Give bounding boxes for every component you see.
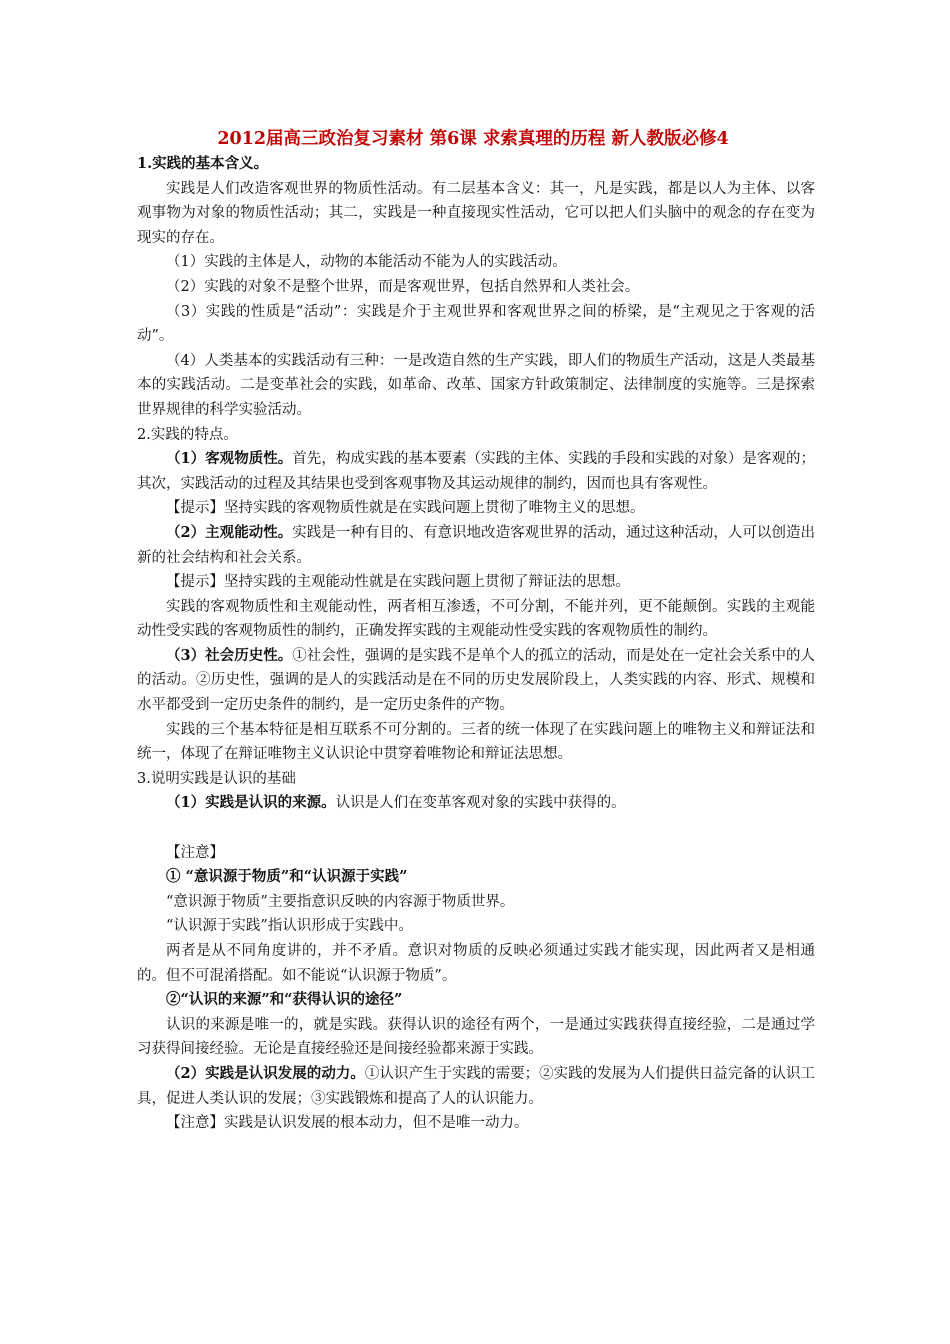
feature-lead: （3）社会历史性。	[166, 646, 293, 664]
note	[137, 1111, 815, 1136]
note-2-title: ②“认识的来源”和“获得认识的途径”	[166, 991, 403, 1009]
feature-text: 首先，构成实践的基本要素（实践的主体、实践的手段和实践的对象）是客观的；其次，实践活动的过程及其结果也受到客观事物及其运动规律的制约，因而也具有客观性。	[137, 451, 815, 492]
section-2-heading: 2.实践的特点。	[137, 426, 238, 443]
paragraph: 认识的来源是唯一的，就是实践。获得认识的途径有两个，一是通过实践获得直接经验，二是通过学习获得间接经验。无论是直接经验还是间接经验都来源于实践。	[137, 1016, 815, 1058]
tip-text: 坚持实践的客观物质性就是在实践问题上贯彻了唯物主义的思想。	[224, 500, 645, 517]
note-1-title: ① “意识源于物质”和“认识源于实践”	[166, 868, 408, 886]
paragraph: 两者是从不同角度讲的，并不矛盾。意识对物质的反映必须通过实践才能实现，因此两者又是相通的。但不可混淆搭配。如不能说“认识源于物质”。	[137, 943, 815, 984]
feature-subjective	[137, 521, 815, 570]
note-tag: 【注意】	[166, 844, 224, 861]
feature-objective	[137, 447, 815, 496]
feature-text: ①社会性，强调的是实践不是单个人的孤立的活动，而是处在一定社会关系中的人的活动。②历史性，强调的是人的实践活动是在不同的历史发展阶段上，人类实践的内容、形式、规模和水平都受到一定历史条件的制约，是一定历史条件的产物。	[137, 647, 815, 714]
paragraph: 实践的三个基本特征是相互联系不可分割的。三者的统一体现了在实践问题上的唯物主义和辩证法和统一，体现了在辩证唯物主义认识论中贯穿着唯物论和辩证法思想。	[137, 721, 815, 763]
tip-tag: 【提示】	[166, 574, 224, 591]
list-item: （3）实践的性质是“活动”：实践是介于主观世界和客观世界之间的桥梁，是“主观见之于客观的活动”。	[137, 303, 815, 345]
tip-tag: 【提示】	[166, 500, 224, 517]
basis-lead: （1）实践是认识的来源。	[166, 794, 336, 812]
note-tag: 【注意】	[166, 1115, 224, 1132]
basis-source	[137, 791, 815, 816]
tip	[137, 570, 815, 595]
list-item: （2）实践的对象不是整个世界，而是客观世界，包括自然界和人类社会。	[166, 278, 640, 295]
tip	[137, 496, 815, 521]
list-item: （1）实践的主体是人，动物的本能活动不能为人的实践活动。	[166, 254, 567, 271]
section-3-heading: 3.说明实践是认识的基础	[137, 770, 296, 787]
paragraph: 实践的客观物质性和主观能动性，两者相互渗透，不可分割，不能并列，更不能颠倒。实践的主观能动性受实践的客观物质性的制约，正确发挥实践的主观能动性受实践的客观物质性的制约。	[137, 598, 815, 640]
document-title: 2012届高三政治复习素材 第6课 求索真理的历程 新人教版必修4	[217, 129, 729, 149]
section-1-heading: 1.实践的基本含义。	[137, 155, 269, 172]
paragraph: “认识源于实践”指认识形成于实践中。	[166, 918, 413, 935]
feature-lead: （2）主观能动性。	[166, 523, 293, 541]
basis-text: ①认识产生于实践的需要；②实践的发展为人们提供日益完备的认识工具，促进人类认识的发展；③实践锻炼和提高了人的认识能力。	[137, 1065, 816, 1107]
feature-social-historical	[137, 644, 815, 718]
paragraph: 实践是人们改造客观世界的物质性活动。有二层基本含义：其一，凡是实践，都是以人为主体、以客观事物为对象的物质性活动；其二，实践是一种直接现实性活动，它可以把人们头脑中的观念的存在变为现实的存在。	[137, 180, 815, 246]
note-text: 实践是认识发展的根本动力，但不是唯一动力。	[224, 1115, 529, 1132]
document-page	[137, 126, 815, 1136]
basis-motive	[137, 1062, 815, 1111]
basis-text: 认识是人们在变革客观对象的实践中获得的。	[335, 795, 626, 812]
basis-lead: （2）实践是认识发展的动力。	[166, 1064, 365, 1082]
list-item: （4）人类基本的实践活动有三种：一是改造自然的生产实践，即人们的物质生产活动，这是人类最基本的实践活动。二是变革社会的实践，如革命、改革、国家方针政策制定、法律制度的实施等。三是探索世界规律的科学实验活动。	[137, 352, 815, 418]
spacer	[137, 816, 815, 841]
feature-lead: （1）客观物质性。	[166, 450, 293, 468]
feature-text: 实践是一种有目的、有意识地改造客观世界的活动，通过这种活动，人可以创造出新的社会结构和社会关系。	[137, 524, 815, 566]
paragraph: “意识源于物质”主要指意识反映的内容源于物质世界。	[166, 893, 515, 910]
tip-text: 坚持实践的主观能动性就是在实践问题上贯彻了辩证法的思想。	[224, 574, 630, 591]
